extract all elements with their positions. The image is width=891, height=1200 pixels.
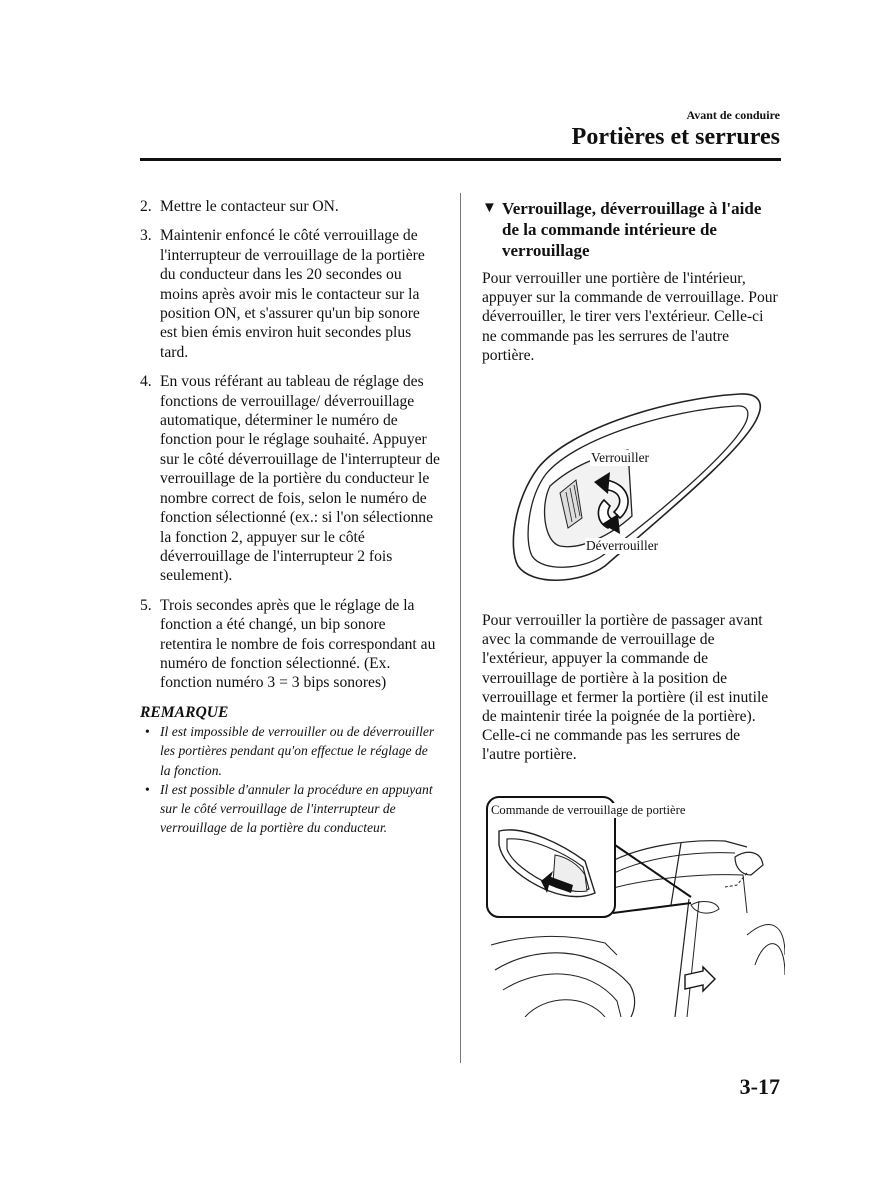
step-text: Mettre le contacteur sur ON. (160, 198, 339, 215)
bullet-icon: • (145, 781, 150, 797)
remark-note (140, 780, 440, 838)
step-text: Maintenir enfoncé le côté verrouillage de l'interrupteur de verrouillage de la portière du conducteur dans les 20 secondes ou moins après avoir mis le contacteur sur la position ON, et s'assurer qu'un bip sonore est bien émis environ huit secondes plus tard. (160, 227, 425, 361)
step-number: 3. (140, 227, 152, 245)
interior-handle-illustration (510, 388, 770, 588)
step-item (140, 372, 440, 585)
unlock-label: Déverrouiller (586, 538, 659, 553)
step-number: 4. (140, 373, 152, 391)
paragraph-lock-outside: Pour verrouiller la portière de passager avant avec la commande de verrouillage de l'extérieur, appuyer la commande de verrouillage de portière à la position de verrouillage et fermer la portière (il est inutile de maintenir tirée la poignée de la portière). (482, 612, 769, 726)
step-item (140, 596, 440, 693)
section-heading (482, 198, 782, 261)
car-door-illustration (485, 795, 785, 1017)
remark-heading: REMARQUE (140, 703, 229, 721)
figure-door-lock-knob (485, 795, 785, 1017)
figure-interior-lock-knob (510, 388, 770, 588)
step-number: 2. (140, 198, 152, 215)
lock-label: Verrouiller (591, 450, 650, 465)
paragraph-lock-inside: Pour verrouiller une portière de l'intérieur, appuyer sur la commande de verrouillage. Pour déverrouiller, le tirer vers l'extérieur. Celle-ci ne commande pas les serrures de l'autre portière. (482, 270, 778, 364)
remark-notes (140, 722, 440, 837)
passenger-lock-text (482, 611, 782, 765)
page-title: Portières et serrures (571, 124, 780, 150)
bullet-icon: • (145, 724, 150, 740)
remark-note-text: Il est possible d'annuler la procédure en appuyant sur le côté verrouillage de l'interrupteur de verrouillage de la portière du conducteur. (160, 781, 433, 836)
section-heading-text: Verrouillage, déverrouillage à l'aide de la commande intérieure de verrouillage (502, 199, 762, 260)
step-item (140, 197, 440, 216)
right-column (482, 198, 782, 365)
step-item (140, 226, 440, 362)
door-lock-knob-label: Commande de verrouillage de portière (491, 803, 686, 817)
header-rule (140, 158, 781, 161)
remark-note (140, 722, 440, 780)
step-text: Trois secondes après que le réglage de la fonction a été changé, un bip sonore retentira le nombre de fois correspondant au numéro de fonction sélectionné. (Ex. fonction numéro 3 = 3 bips sonores) (160, 596, 436, 692)
triangle-down-icon: ▼ (482, 200, 497, 216)
column-divider (460, 193, 461, 1063)
step-text: En vous référant au tableau de réglage des fonctions de verrouillage/ déverrouillage automatique, déterminer le numéro de fonction pour le réglage souhaité. Appuyer sur le côté déverrouillage de l'interrupteur de verrouillage de la portière du conducteur le nombre correct de fois, selon le numéro de fonction sélectionné (ex.: si l'on sélectionne la fonction 2, appuyer sur le côté déverrouillage de l'interrupteur 2 fois seulement). (160, 373, 440, 585)
page-number: 3-17 (739, 1074, 780, 1099)
header-section-label: Avant de conduire (686, 108, 780, 122)
step-list (140, 197, 440, 693)
paragraph-other-door: Celle-ci ne commande pas les serrures de l'autre portière. (482, 727, 741, 764)
left-column (140, 197, 440, 837)
remark-note-text: Il est impossible de verrouiller ou de déverrouiller les portières pendant qu'on effectue le réglage de la fonction. (160, 724, 435, 778)
step-number: 5. (140, 596, 152, 614)
